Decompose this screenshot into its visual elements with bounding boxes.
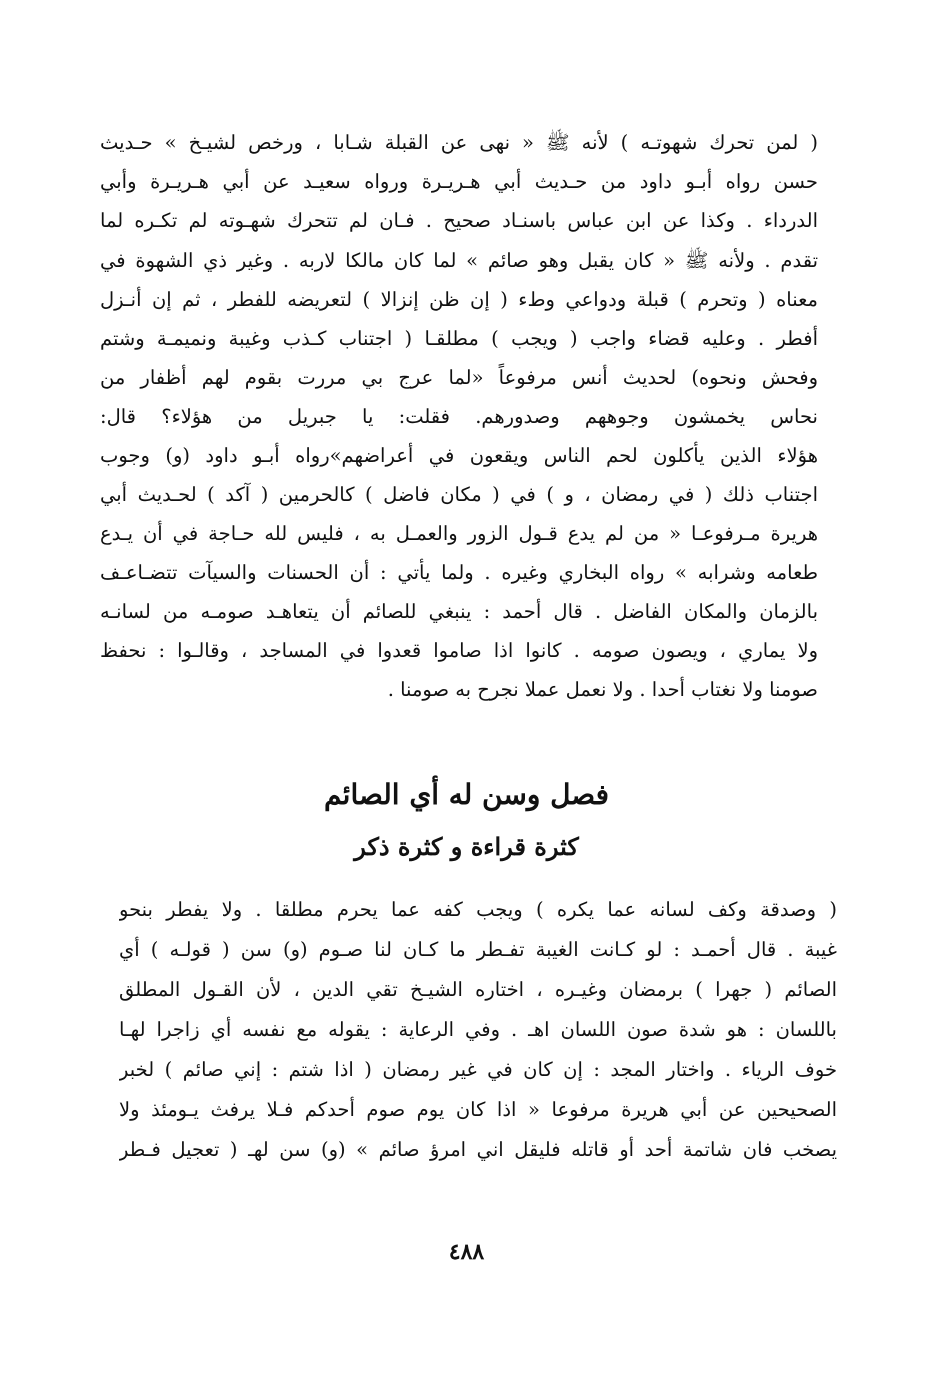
text-line: الصحيحين عن أبي هريرة مرفوعا « اذا كان يوم صوم أحدكم فـلا يرفث يـومئذ ولا: [119, 1098, 837, 1121]
text-line: بالزمان والمكان الفاضل . قال أحمد : ينبغي للصائم أن يتعاهـد صومـه من لسانـه: [100, 600, 818, 623]
text-line: الصائم ( جهرا ) برمضان وغيـره ، اختاره الشيـخ تقي الدين ، لأن القـول المطلق: [119, 978, 837, 1001]
text-line: أفطر . وعليه قضاء واجب ( ويجب ) مطلقـا ( اجتناب كـذب وغيبة ونميمـة وشتم: [100, 327, 818, 350]
text-line: يصخب فان شاتمة أحد أو قاتله فليقل اني امرؤ صائم » (و) سن لهـ ( تعجيل فـطر: [119, 1138, 837, 1161]
text-line: هريرة مـرفوعـا « من لم يدع قـول الزور والعمـل به ، فليس لله حـاجة في أن يـدع: [100, 522, 818, 545]
text-line: وفحش ونحوه) لحديث أنس مرفوعاً «لما عرج بي مررت بقوم لهم أظفار من: [100, 366, 818, 389]
text-line: ( لمن تحرك شهوتـه ) لأنه ﷺ « نهى عن القبلة شـابا ، ورخص لشيـخ » حـديث: [100, 131, 818, 154]
text-line: طعامه وشرابه » رواه البخاري وغيره . ولما يأتي : أن الحسنات والسيآت تتضـاعـف: [100, 561, 818, 584]
text-line: باللسان : هو شدة صون اللسان اهـ . وفي الرعاية : يقوله مع نفسه أي زاجرا لهـا: [119, 1018, 837, 1041]
text-line: غيبة . قال أحمـد : لو كـانت الغيبة تفـطر ما كـان لنا صـوم (و) سن ( قولـه ) أي: [119, 938, 837, 961]
text-line: نحاس يخمشون وجوههم وصدورهم. فقلت: يا جبريل من هؤلاء؟ قال:: [100, 405, 818, 428]
text-line: هؤلاء الذين يأكلون لحم الناس ويقعون في أعراضهم»رواه أبـو داود (و) وجوب: [100, 444, 818, 467]
text-line: حسن رواه أبـو داود من حـديث أبي هـريـرة ورواه سعيـد عن أبي هـريـرة وأبي: [100, 170, 818, 193]
text-line: اجتناب ذلك ( في رمضان ، و ) في ( مكان فاضل ) كالحرمين ( آكد ) لحـديث أبي: [100, 483, 818, 506]
text-line: ( وصدقة وكف لسانه عما يكره ) ويجب كفه عما يحرم مطلقا . ولا يفطر بنحو: [119, 898, 837, 921]
text-line: الدرداء . وكذا عن ابن عباس باسنـاد صحيح . فـان لم تتحرك شهـوته لم تكـره لما: [100, 209, 818, 232]
text-line: معناه ( وتحرم ) قبلة ودواعي وطء ( إن ظن إنزالا ) لتعريضه للفطر ، ثم إن أنـزل: [100, 288, 818, 311]
section-subheading: كثرة قراءة و كثرة ذكر: [354, 832, 579, 861]
text-line: ولا يماري ، ويصون صومه . كانوا اذا صاموا قعدوا في المساجد ، وقالـوا : نحفظ: [100, 639, 818, 662]
page-number: ٤٨٨: [448, 1239, 485, 1265]
text-line: صومنا ولا نغتاب أحدا . ولا نعمل عملا نجرح به صومنا .: [387, 678, 818, 701]
text-line: تقدم . ولأنه ﷺ « كان يقبل وهو صائم » لما كان مالكا لاربه . وغير ذي الشهوة في: [100, 249, 818, 272]
section-heading: فصل وسن له أي الصائم: [324, 778, 609, 811]
text-line: خوف الرياء . واختار المجد : إن كان في غير رمضان ( اذا شتم : إني صائم ) لخبر: [119, 1058, 837, 1081]
